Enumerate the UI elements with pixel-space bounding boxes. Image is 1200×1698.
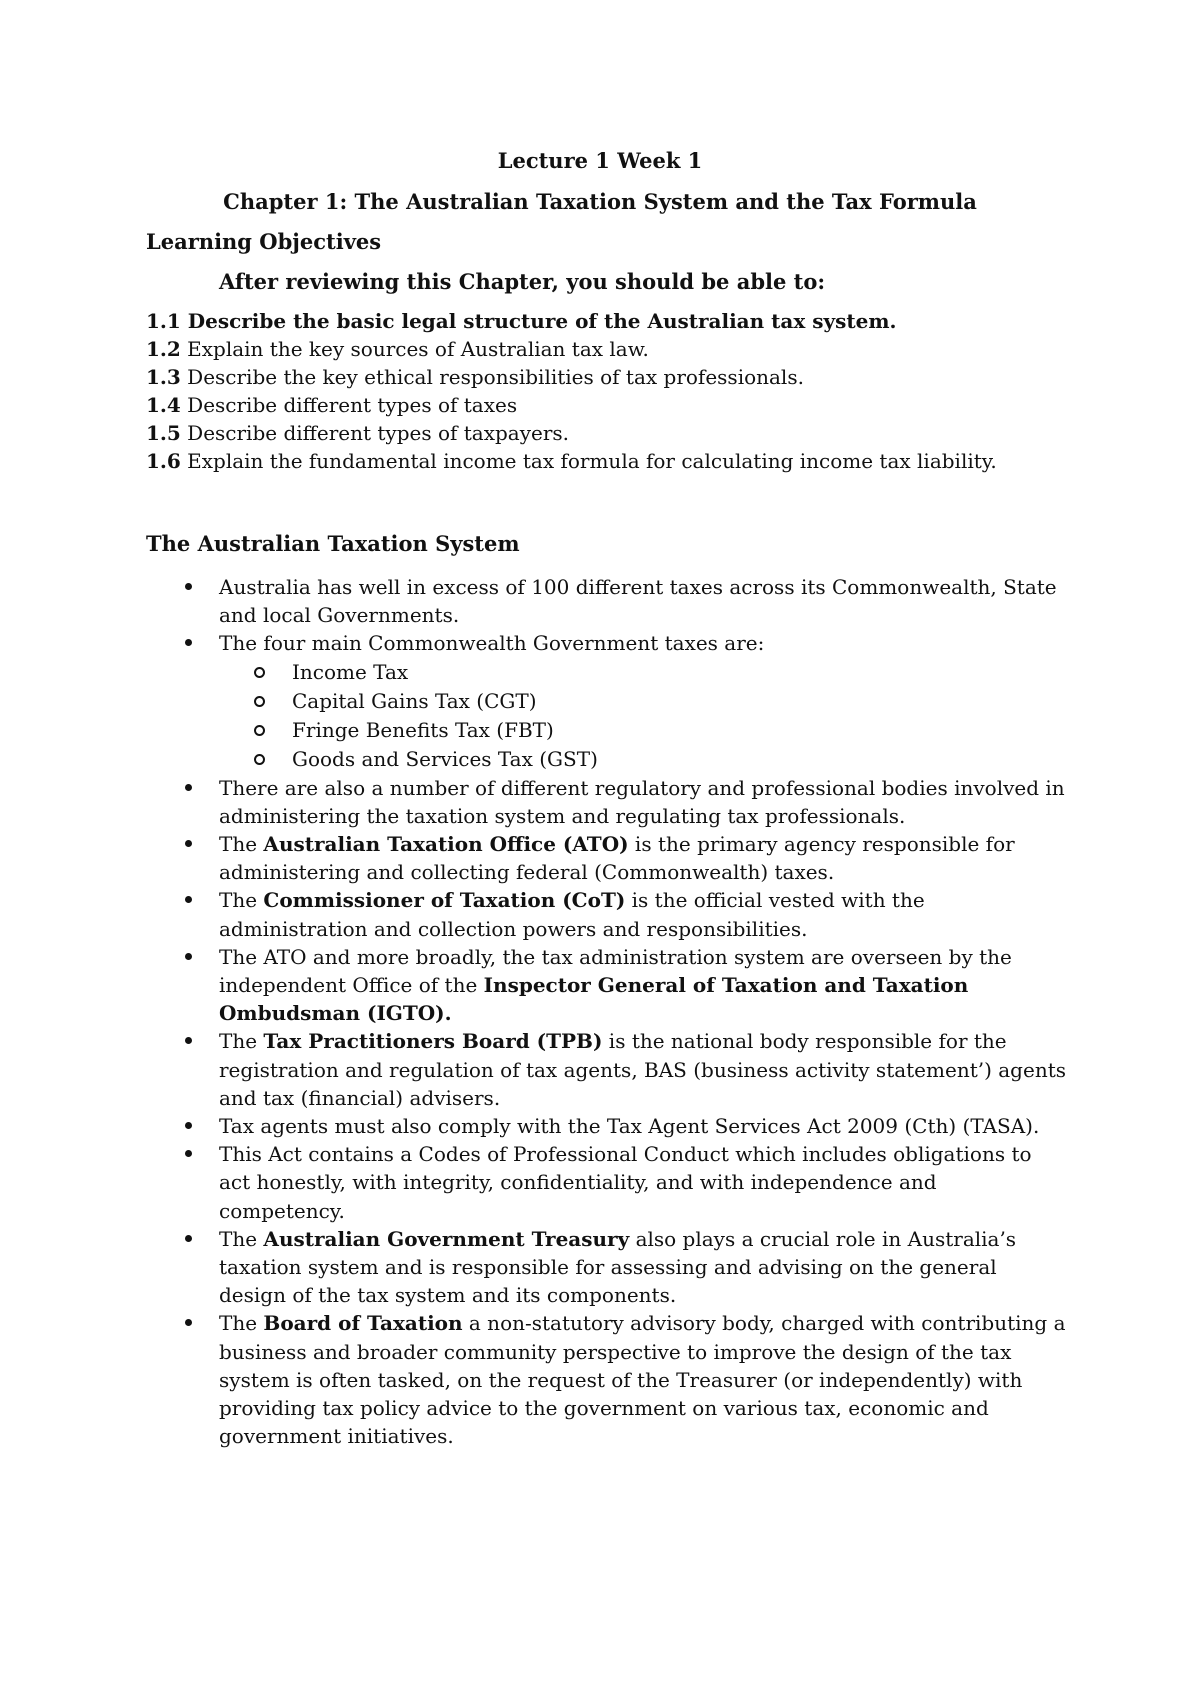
list-item — [146, 573, 1066, 629]
objective-item — [146, 419, 1146, 447]
bullet-text: The — [219, 1311, 264, 1336]
bullet-text: is the primary agency responsible for administering and collecting federal (Commonwealth) taxes. — [219, 832, 1015, 885]
bullet-icon — [185, 784, 192, 791]
bold-term: Tax Practitioners Board (TPB) — [263, 1029, 603, 1054]
bullet-list — [146, 573, 1066, 1450]
bullet-text: This Act contains a Codes of Professional Conduct which includes obligations to act honestly, with integrity, confidentiality, and with independence and competency. — [219, 1142, 1032, 1223]
sub-item-text: Capital Gains Tax (CGT) — [292, 688, 537, 713]
objective-number: 1.3 — [146, 365, 181, 389]
objective-text: Explain the key sources of Australian tax law. — [180, 337, 649, 361]
bold-term: Australian Government Treasury — [263, 1226, 630, 1251]
bullet-icon — [185, 896, 192, 903]
bullet-text: is the national body responsible for the registration and regulation of tax agents, BAS (business activity statement’) agents and tax (financial) advisers. — [219, 1029, 1067, 1110]
objective-text: Describe the key ethical responsibilities of tax professionals. — [180, 365, 804, 389]
bullet-icon — [185, 639, 192, 646]
sub-list-item — [219, 745, 1066, 774]
list-item — [146, 1309, 1066, 1450]
lecture-title: Lecture 1 Week 1 — [497, 148, 703, 173]
objective-text: Describe different types of taxes — [180, 393, 518, 417]
bullet-text: Australia has well in excess of 100 different taxes across its Commonwealth, State and local Governments. — [219, 575, 1057, 628]
bullet-text: The ATO and more broadly, the tax administration system are overseen by the independent Office of the — [219, 944, 1012, 998]
circle-bullet-icon — [254, 754, 265, 765]
bullet-text: The — [219, 1226, 264, 1251]
list-item — [146, 830, 1066, 886]
sub-list-item — [219, 716, 1066, 745]
bullet-icon — [185, 1122, 192, 1129]
bullet-text: is the official vested with the administration and collection powers and responsibilities. — [219, 888, 925, 941]
objective-number: 1.5 — [146, 421, 181, 445]
bullet-icon — [185, 1319, 192, 1326]
bold-term: Board of Taxation — [263, 1311, 463, 1336]
bold-term: Inspector General of Taxation and Taxation Ombudsman (IGTO). — [219, 973, 969, 1026]
bold-term: Australian Taxation Office (ATO) — [263, 832, 629, 857]
bullet-text: also plays a crucial role in Australia’s taxation system and is responsible for assessing and advising on the general design of the tax system and its components. — [219, 1226, 1017, 1308]
objective-item — [146, 307, 1146, 335]
chapter-title: Chapter 1: The Australian Taxation System and the Tax Formula — [223, 189, 977, 214]
circle-bullet-icon — [254, 725, 265, 736]
list-item — [146, 943, 1066, 1028]
objective-text: Describe the basic legal structure of the Australian tax system. — [180, 309, 897, 333]
objective-number: 1.2 — [146, 337, 181, 361]
bold-term: Commissioner of Taxation (CoT) — [263, 888, 626, 913]
sub-item-text: Fringe Benefits Tax (FBT) — [292, 717, 554, 742]
objective-number: 1.6 — [146, 449, 181, 473]
list-item — [146, 774, 1066, 830]
bullet-text: a non-statutory advisory body, charged with contributing a business and broader community perspective to improve the design of the tax system is often tasked, on the request of the Treasurer (or independently) with providing tax policy advice to the government on various tax, economic and government initiatives. — [219, 1311, 1066, 1449]
objectives-list — [146, 307, 1146, 475]
sub-list-item — [219, 658, 1066, 687]
circle-bullet-icon — [254, 667, 265, 678]
objective-item — [146, 363, 1146, 391]
bullet-text: Tax agents must also comply with the Tax Agent Services Act 2009 (Cth) (TASA). — [219, 1114, 1040, 1139]
objective-item — [146, 335, 1146, 363]
sub-item-text: Goods and Services Tax (GST) — [292, 746, 598, 771]
objective-item — [146, 447, 1146, 475]
list-item — [146, 1027, 1066, 1112]
sub-list-item — [219, 687, 1066, 716]
list-item — [146, 629, 1066, 773]
bullet-icon — [185, 953, 192, 960]
bullet-text: The — [219, 1029, 264, 1054]
objective-number: 1.4 — [146, 393, 181, 417]
bullet-text: The — [219, 888, 264, 913]
objective-number: 1.1 — [146, 309, 181, 333]
bullet-icon — [185, 1037, 192, 1044]
objective-text: Describe different types of taxpayers. — [180, 421, 570, 445]
list-item — [146, 1112, 1066, 1140]
learning-objectives-heading: Learning Objectives — [146, 229, 382, 254]
sub-list — [219, 658, 1066, 774]
bullet-icon — [185, 1235, 192, 1242]
list-item — [146, 886, 1066, 942]
bullet-icon — [185, 840, 192, 847]
bullet-text: The — [219, 832, 264, 857]
circle-bullet-icon — [254, 696, 265, 707]
bullet-text: The four main Commonwealth Government taxes are: — [219, 631, 765, 656]
bullet-icon — [185, 1150, 192, 1157]
list-item — [146, 1140, 1066, 1225]
sub-item-text: Income Tax — [292, 659, 409, 684]
bullet-text: There are also a number of different regulatory and professional bodies involved in administering the taxation system and regulating tax professionals. — [219, 775, 1065, 828]
list-item — [146, 1225, 1066, 1310]
objectives-intro: After reviewing this Chapter, you should be able to: — [219, 269, 826, 294]
objective-text: Explain the fundamental income tax formula for calculating income tax liability. — [180, 449, 997, 473]
bullet-icon — [185, 583, 192, 590]
objective-item — [146, 391, 1146, 419]
section-heading: The Australian Taxation System — [146, 531, 520, 556]
